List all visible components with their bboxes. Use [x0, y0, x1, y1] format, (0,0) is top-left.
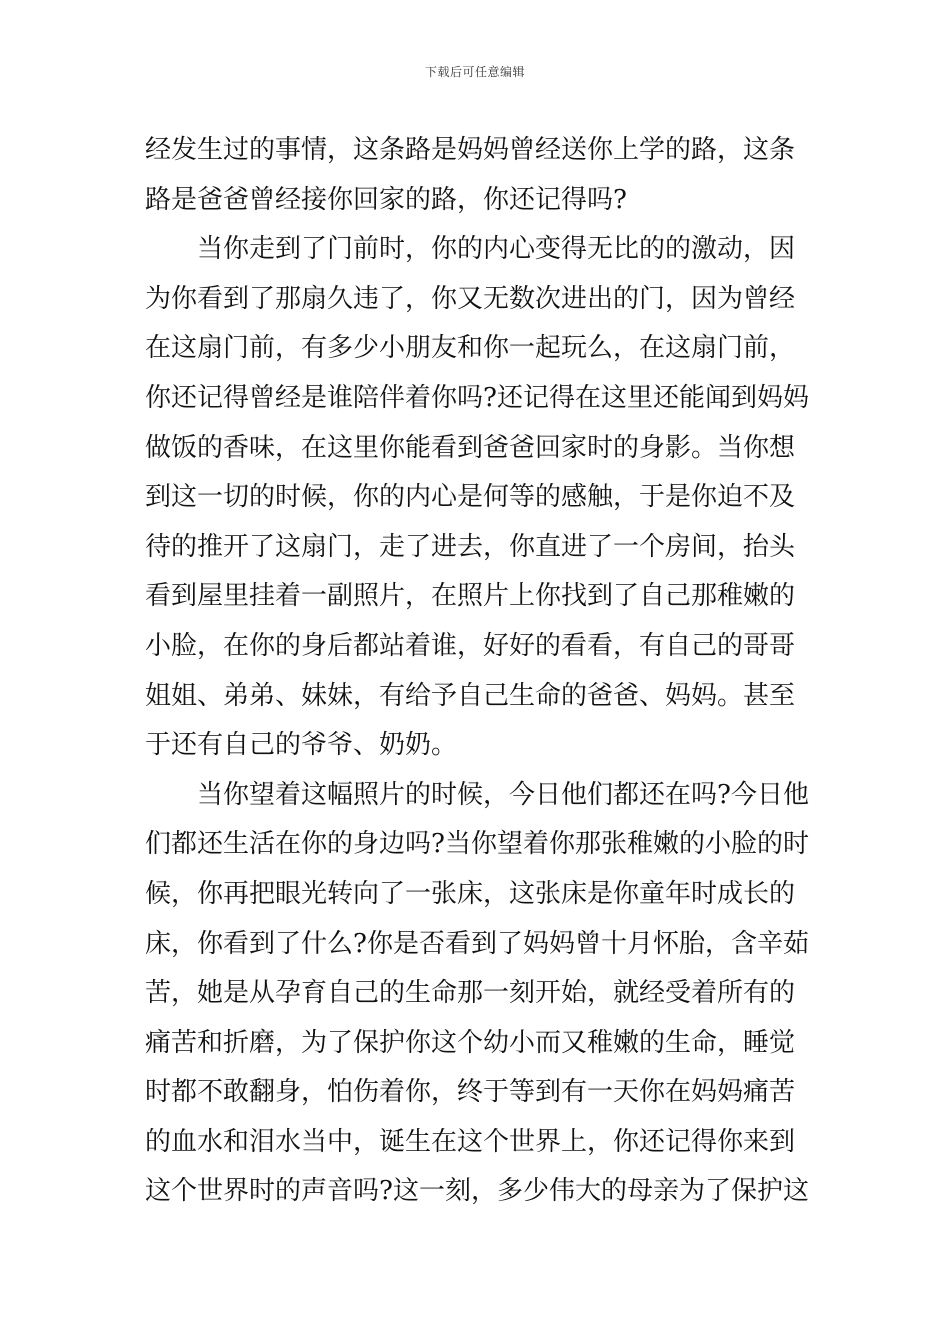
text-line: 痛苦和折磨，为了保护你这个幼小而又稚嫩的生命，睡觉	[145, 1027, 796, 1058]
text-line: 这个世界时的声音吗?这一刻，多少伟大的母亲为了保护这	[145, 1176, 809, 1207]
text-line: 在这扇门前，有多少小朋友和你一起玩么，在这扇门前，	[145, 333, 796, 364]
text-line: 做饭的香味，在这里你能看到爸爸回家时的身影。当你想	[145, 432, 796, 463]
text-line: 于还有自己的爷爷、奶奶。	[145, 730, 458, 761]
text-line: 你还记得曾经是谁陪伴着你吗?还记得在这里还能闻到妈妈	[145, 382, 809, 413]
text-line: 们都还生活在你的身边吗?当你望着你那张稚嫩的小脸的时	[145, 829, 809, 860]
text-line: 当你走到了门前时，你的内心变得无比的的激动，因	[197, 234, 796, 265]
text-line: 时都不敢翻身，怕伤着你，终于等到有一天你在妈妈痛苦	[145, 1077, 796, 1108]
text-line: 到这一切的时候，你的内心是何等的感触，于是你迫不及	[145, 482, 796, 513]
text-line: 的血水和泪水当中，诞生在这个世界上，你还记得你来到	[145, 1126, 796, 1157]
text-line: 看到屋里挂着一副照片，在照片上你找到了自己那稚嫩的	[145, 581, 796, 612]
text-line: 当你望着这幅照片的时候，今日他们都还在吗?今日他	[197, 779, 809, 810]
text-line: 经发生过的事情，这条路是妈妈曾经送你上学的路，这条	[145, 135, 796, 165]
text-line: 姐姐、弟弟、妹妹，有给予自己生命的爸爸、妈妈。甚至	[145, 680, 796, 711]
text-line: 待的推开了这扇门，走了进去，你直进了一个房间，抬头	[145, 531, 796, 562]
text-line: 路是爸爸曾经接你回家的路，你还记得吗?	[145, 184, 627, 215]
text-line: 候，你再把眼光转向了一张床，这张床是你童年时成长的	[145, 878, 796, 909]
text-line: 苦，她是从孕育自己的生命那一刻开始，就经受着所有的	[145, 978, 796, 1009]
text-line: 床，你看到了什么?你是否看到了妈妈曾十月怀胎，含辛茹	[145, 928, 809, 959]
text-line: 小脸，在你的身后都站着谁，好好的看看，有自己的哥哥	[145, 630, 796, 661]
page-header: 下载后可任意编辑	[424, 65, 525, 79]
body-text	[145, 126, 810, 1217]
text-line: 为你看到了那扇久违了，你又无数次进出的门，因为曾经	[145, 283, 796, 314]
